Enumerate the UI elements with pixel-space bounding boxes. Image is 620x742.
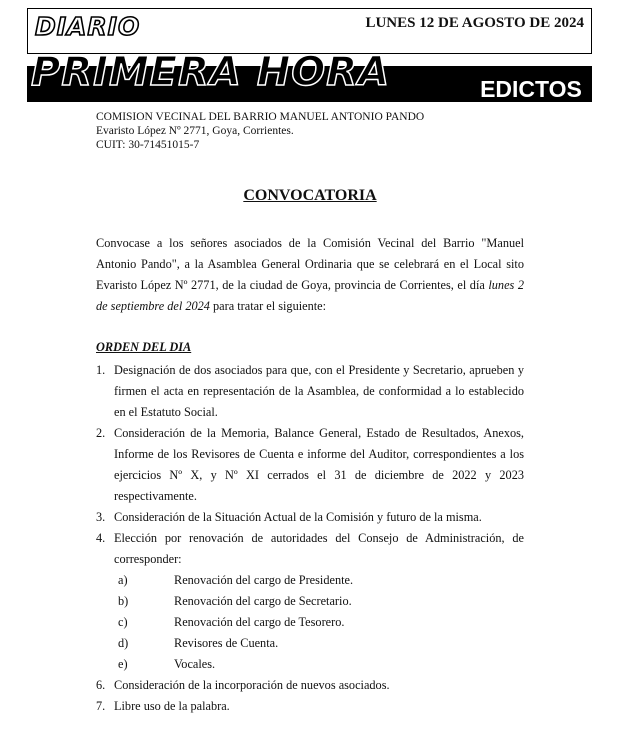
orden-del-dia-title: ORDEN DEL DIA <box>96 340 192 354</box>
agenda-item-text: Libre uso de la palabra. <box>114 699 230 713</box>
subitem-letter: a) <box>118 573 128 587</box>
masthead-title: PRIMERA HORA <box>31 49 391 95</box>
agenda-item-number: 7. <box>96 699 106 713</box>
agenda-item-number: 2. <box>96 426 106 440</box>
subitem-text: Vocales. <box>174 657 216 671</box>
agenda-item-number: 4. <box>96 531 106 545</box>
agenda-item-text: Consideración de la incorporación de nuevos asociados. <box>114 678 390 692</box>
masthead-date: LUNES 12 DE AGOSTO DE 2024 <box>365 15 584 31</box>
masthead-diario: DIARIO <box>35 12 141 41</box>
agenda-subitem <box>96 654 524 675</box>
agenda-subitem <box>96 633 524 654</box>
agenda-list <box>96 360 524 717</box>
agenda-subitem <box>96 612 524 633</box>
intro-paragraph <box>96 233 524 317</box>
agenda-item-text: Elección por renovación de autoridades del Consejo de Administración, de corresponder: <box>114 531 524 566</box>
masthead <box>27 8 592 102</box>
subitem-text: Renovación del cargo de Secretario. <box>174 594 352 608</box>
intro-text: Convocase a los señores asociados de la Comisión Vecinal del Barrio "Manuel Antonio Pando", a la Asamblea General Ordinaria que se celebrará en el Local sito Evaristo López Nº 2771, de la ciudad de Goya, provincia de Corrientes, el día <box>96 236 524 292</box>
agenda-item <box>96 675 524 696</box>
agenda-item <box>96 423 524 507</box>
subitem-text: Renovación del cargo de Tesorero. <box>174 615 345 629</box>
agenda-subitem <box>96 570 524 591</box>
agenda-subitem <box>96 591 524 612</box>
subitem-text: Renovación del cargo de Presidente. <box>174 573 354 587</box>
organization-name: COMISION VECINAL DEL BARRIO MANUEL ANTONIO PANDO <box>96 111 425 123</box>
organization-cuit: CUIT: 30-71451015-7 <box>96 139 200 151</box>
agenda-item-number: 6. <box>96 678 106 692</box>
organization-address: Evaristo López Nº 2771, Goya, Corrientes. <box>96 125 294 137</box>
intro-tail: para tratar el siguiente: <box>209 299 327 313</box>
agenda-item-text: Consideración de la Memoria, Balance General, Estado de Resultados, Anexos, Informe de los Revisores de Cuenta e informe del Auditor, correspondientes a los ejercicios Nº X, y Nº XI cerrados el 31 de diciembre de 2022 y 2023 respectivamente. <box>114 426 524 503</box>
agenda-item <box>96 528 524 570</box>
meeting-date: lunes 2 de septiembre del 2024 <box>96 278 524 313</box>
agenda-item-text: Designación de dos asociados para que, con el Presidente y Secretario, aprueben y firmen el acta en representación de la Asamblea, de conformidad a lo establecido en el Estatuto Social. <box>114 363 524 419</box>
organization-header <box>96 110 424 152</box>
agenda-item <box>96 507 524 528</box>
subitem-letter: d) <box>118 636 129 650</box>
section-label-box <box>470 72 592 102</box>
document-title: CONVOCATORIA <box>243 187 377 204</box>
subitem-letter: e) <box>118 657 128 671</box>
subitem-text: Revisores de Cuenta. <box>174 636 279 650</box>
agenda-item <box>96 360 524 423</box>
agenda-item-number: 1. <box>96 363 106 377</box>
subitem-letter: b) <box>118 594 129 608</box>
subitem-letter: c) <box>118 615 128 629</box>
agenda-item <box>96 696 524 717</box>
agenda-item-number: 3. <box>96 510 106 524</box>
section-label: EDICTOS <box>480 76 582 102</box>
agenda-item-text: Consideración de la Situación Actual de la Comisión y futuro de la misma. <box>114 510 482 524</box>
